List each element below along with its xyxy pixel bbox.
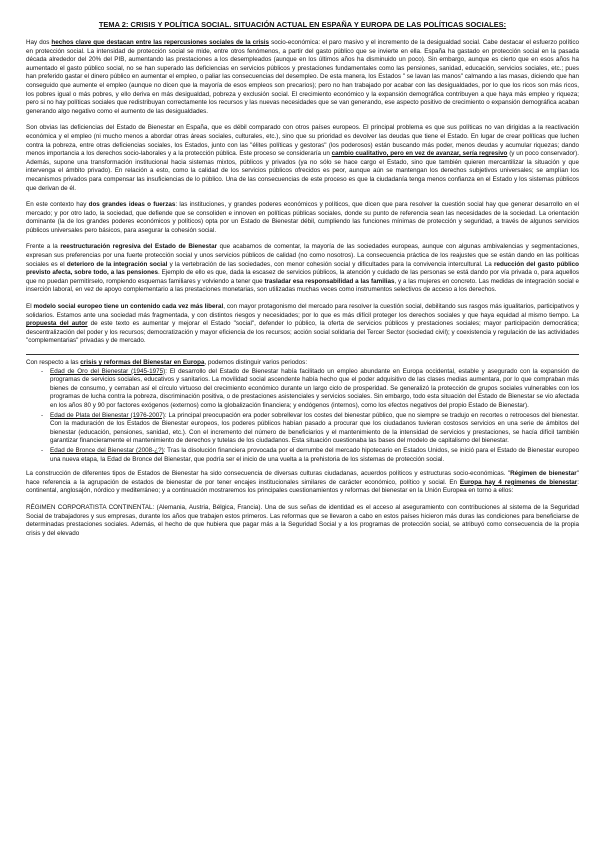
text: socio-económica: el paro masivo y el incremento de la desigualdad social. Cabe destacar el esfuerzo político en protección social. La intensidad de protección social se mide, entre otros fenómenos, a partir del gasto público que se invierte en ella. España ha gastado en protección social en la pasada década alrededor del 20% del PIB, aumentando las prestaciones a los desempleados (aunque en los últimos años ha disminuido un poco). Sin embargo, aunque es cierto que en esos años ha aumentado el gasto público social, no se han superado las deficiencias en servicios públicos y prestaciones fundamentales como las pensiones, sanidad, educación, servicios sociales, etc.; pues han preferido gastar el dinero público en aumentar el empleo, o paliar las consecuencias del desempleo. De esta manera, los Estados " se lavan las manos" calmando a las masas, diciendo que han conseguido que aumente el empleo (aunque no dicen que la mayoría de esos empleos son precarios); pero no han trabajado por acabar con las desigualdades, por lo que los ricos son más ricos, los pobres igual o más pobres, y ello deriva en más desigualdad, pobreza y exclusión social. El crecimiento económico y la expansión demográfica contribuyen a que haya más empleo y riqueza; pero si no hay políticas sociales que redistribuyan correctamente los recursos y las nuevas necesidades que se van generando, ese aspecto positivo de crecimiento o expansión demográfica acaban generando algo negativo como el aumento de las desigualdades.: [26, 39, 580, 115]
period-text: : El desarrollo del Estado de Bienestar había facilitado un empleo abundante en Europa occidental, estable y asegurado con la expansión de programas de servicios sociales, educativos y sanitarios. La movilidad social ascendente había hecho que el poder adquisitivo de las clases medias aumentara, por lo que compraban más bienes de consumo, y cerraban así el círculo virtuoso del crecimiento económico durante un largo ciclo de prosperidad. Se generalizó la protección de grupos sociales vulnerables con los programas de lucha contra la pobreza, discriminación positiva, o de prestaciones asistenciales y servicios sociales. Sin embargo, todo esta situación del Estado de Bienestar se vio afectada en los años 80 y 90 por factores exógenos (externos) como la globalización financiera; y endógenos (internos), como los efectos negativos del propio Estado de Bienestar).: [50, 367, 579, 409]
list-item: [50, 447, 579, 464]
text: Son obvias las deficiencias del Estado de Bienestar en España, que es débil comparado con otros países europeos. El principal problema es que sus políticas no van dirigidas a la reactivación económica y el empleo (ni mucho menos a abordar otras áreas sociales, culturales, etc.), sino que su prioridad es devolver las deudas que tiene el Estado. En lugar de crear políticas que luchen contra la pobreza, entre otras deficiencias sociales, los Estados, junto con las "élites políticas y gestoras" (los poderosos) están buscando más poder, menos deudas y acumular riquezas; dando menos importancia a los derechos socio-laborales y a la protección pública. Este proceso se consideraría un: [26, 124, 579, 158]
text: : continental, anglosajón, nórdico y mediterráneo; y a continuación mostraremos los principales cuestionamientos y reformas del bienestar en la Unión Europea en torno a ellos:: [26, 478, 580, 495]
text: , con mayor protagonismo del mercado para resolver la cuestión social, debilitando sus rasgos más igualitarios, participativos y solidarios. Estamos ante una sociedad más fragmentada, y con distintos riesgos y necesidades; por lo que es más difícil proteger los derechos sociales y que haya equidad al mismo tiempo. La: [26, 303, 579, 319]
highlight-family-responsibility: trasladar esa responsabilidad a las familias: [264, 277, 395, 285]
text: En este contexto hay: [26, 201, 89, 209]
text: Frente a la: [26, 243, 61, 251]
period-text: : Tras la disolución financiera provocada por el derrumbe del mercado hipotecario en Estados Unidos, se inició para el Estado de Bienestar europeo una nueva etapa, la Edad de Bronce del Bienestar, que podría ser el inicio de una vuelta a la prehistoria de los sistemas de protección social.: [50, 446, 580, 463]
text: . Ejemplo de ello es que, dada la escasez de servicios públicos, la atención y cuidado de las personas se está dando por vía privada o, para aquellos que no puedan permitírselo, rompiendo esquemas familiares y volviendo a tener que: [26, 269, 579, 285]
highlight-pension-cuts: reducción del gasto público previsto afecta, sobre todo, a las pensiones: [26, 260, 579, 277]
text: " hace referencia a la agrupación de estados de bienestar de por tener encajes institucionales similares de carácter económico, político y social. En: [26, 470, 579, 486]
periods-intro: [26, 359, 579, 368]
paragraph-european-model: [26, 303, 579, 346]
period-name: Edad de Bronce del Bienestar (2008-¿?): [50, 446, 164, 454]
highlight-four-regimes: Europa hay 4 regímenes de bienestar: [459, 478, 578, 486]
text: Hay dos: [26, 39, 52, 46]
text: , y a las mujeres en concreto. Las medidas de integración social e inserción laboral, en vez de apoyo complementario a las prestaciones monetarias, son utilizadas muchas veces como instrumentos selectivos de acceso a los derechos.: [26, 277, 579, 294]
highlight-restructuring: reestructuración regresiva del Estado de Bienestar: [60, 243, 218, 251]
highlight-crisis-reforms: crisis y reformas del Bienestar en Europa: [80, 359, 205, 366]
highlight-welfare-regime: Régimen de bienestar: [510, 470, 577, 478]
highlight-author-proposal: propuesta del autor: [26, 320, 88, 328]
page-title: TEMA 2: CRISIS Y POLÍTICA SOCIAL. SITUACIÓN ACTUAL EN ESPAÑA Y EUROPA DE LAS POLÍTICAS SOCIALES:: [98, 20, 507, 29]
text: La construcción de diferentes tipos de Estados de Bienestar ha sido consecuencia de diversas culturas ciudadanas, acuerdos políticos y estructuras socio-económicas. ": [26, 470, 511, 478]
list-item: [50, 368, 579, 411]
paragraph-two-forces: [26, 201, 579, 235]
text: : las instituciones, y grandes poderes económicos y políticos, que dicen que para resolver la cuestión social hay que generar desarrollo en el mercado; y por otro lado, la sociedad, que defiende que se consoliden e innoven en políticas públicas sociales, donde su punto de referencia sean las necesidades de la sociedad. La orientación dominante (la de los grandes poderes económicos y políticos) opta por un Estado de Bienestar débil, cumpliendo las funciones mínimas de protección y seguridad, a través de algunos servicios públicos universales pero básicos, para asegurar la cohesión social.: [26, 201, 579, 234]
period-name: Edad de Oro del Bienestar (1945-1975): [50, 367, 166, 375]
paragraph-crisis-consequences: [26, 39, 579, 116]
list-item: [50, 412, 579, 446]
text: El: [26, 303, 34, 311]
highlight-liberal-model: modelo social europeo tiene un contenido cada vez más liberal: [33, 303, 224, 311]
highlight-key-facts: hechos clave que destacan entre las repercusiones sociales de la crisis: [51, 39, 270, 46]
highlight-deterioration: deterioro de la integración social: [66, 260, 168, 268]
text: Con respecto a las: [26, 359, 81, 366]
text: (y un poco conservador). Además, supone una transformación institucional hacia sistemas mixtos, públicos y privados (ya no sólo se hace cargo el Estado, sino que también quieren mercantilizar la situación y que intervenga el ámbito privado). En relación a esto, como la calidad de los servicios públicos ofrecidos es peor, aunque aún se mantengan los derechos subjetivos universales; se amplían los mecanismos privados para compensar las insuficiencias de lo público. Una de las consecuencias de este proceso es que la ciudadanía tenga menos confianza en el Estado y los sistemas públicos que derivan de él.: [26, 150, 579, 192]
period-text: : La principal preocupación era poder sobrellevar los costes del bienestar público, que no siempre se tradujo en recortes o retrocesos del bienestar. Con la maduración de los Estados de Bienestar europeos, los poderes públicos habían pasado a procurar que los ciudadanos tuvieran costosos servicios en una serie de ámbitos del bienestar (educación, pensiones, sanidad, etc.). Con el incremento del número de beneficiarios y el mantenimiento de la intensidad de servicios y prestaciones, se hacía difícil también garantizar financieramente el mantenimiento de derechos y tutelas de los ciudadanos. Esta situación cuestionaba las bases del modelo de capitalismo del bienestar.: [50, 411, 580, 445]
text: , podemos distinguir varios periodos:: [204, 359, 308, 366]
highlight-regressive-change: cambio cualitativo, pero en vez de avanzar, sería regresivo: [331, 150, 508, 158]
paragraph-continental-regime: RÉGIMEN CORPORATISTA CONTINENTAL: (Alemania, Austria, Bélgica, Francia). Una de sus señas de identidad es el acceso al aseguramiento con contribuciones al sistema de la Seguridad Social de trabajadores y sus empresas, durante los años que trabajen estos primeros. Las reformas que se llevaron a cabo en estos países hicieron más duras las condiciones para beneficiarse de determinadas prestaciones sociales. Además, el hecho de que hubiera que pagar más a la Seguridad Social y a los programas de protección social, se atribuyó como consecuencia de la propia crisis y del elevado: [26, 503, 579, 537]
paragraph-welfare-deficiencies: [26, 124, 579, 193]
period-name: Edad de Plata del Bienestar (1976-2007): [50, 411, 165, 419]
paragraph-restructuring: [26, 243, 579, 295]
periods-list: [26, 368, 579, 465]
paragraph-welfare-regimes: [26, 470, 579, 496]
highlight-two-forces: dos grandes ideas o fuerzas: [88, 201, 176, 209]
text: que acabamos de comentar, la mayoría de las sociedades europeas, aunque con algunas ambivalencias y segmentaciones, expresan sus preferencias por una fuerte protección social y unos servicios públicos de calidad (no como nosotros). La consecuencia práctica de los reajustes que se están dando en las políticas sociales es el: [26, 243, 579, 268]
text: de este texto es aumentar y mejorar el Estado "social", defender lo público, la oferta de servicios públicos y prestaciones sociales; mayor participación democrática; descentralización del poder y los recursos; democratización y mayor eficiencia de los recursos; acción social solidaria del Tercer Sector (sociedad civil); y coexistencia y regulación de las actividades "complementarias" privadas y de mercado.: [26, 320, 579, 345]
text: y la vertebración de las sociedades, con menor cohesión social y dificultades para la convivencia intercultural. La: [167, 260, 495, 268]
section-divider: [26, 354, 579, 355]
